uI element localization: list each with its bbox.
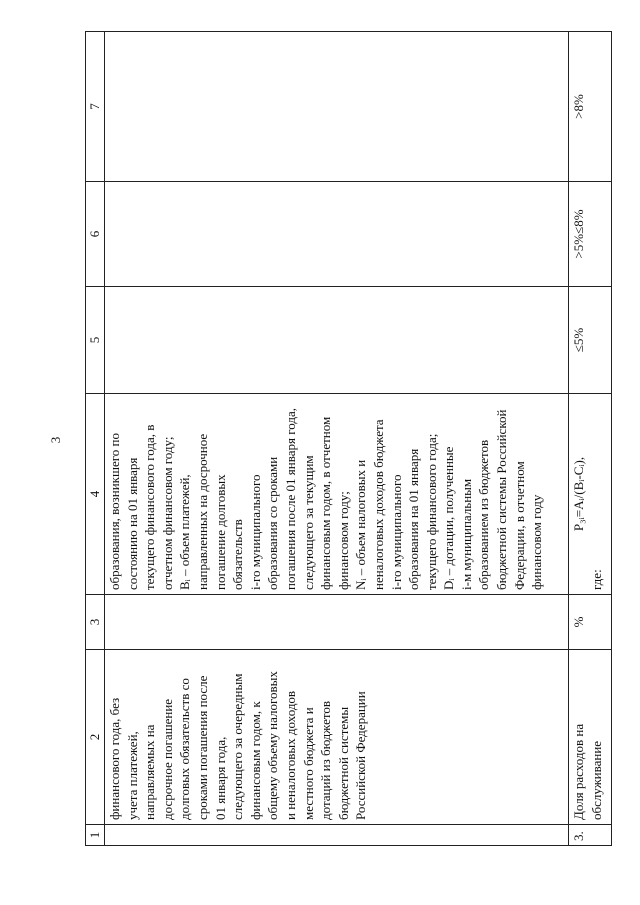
text-line: финансовом году: [529, 494, 545, 590]
text-line: i-м муниципальным: [458, 478, 474, 590]
text-line: Nᵢ – объем налоговых и: [353, 459, 369, 590]
text-line: учета платежей,: [124, 731, 140, 820]
threshold-cell: [105, 287, 569, 394]
header-cell: 2: [86, 650, 105, 825]
continued-row: [105, 32, 569, 846]
formula-cell: [569, 394, 612, 595]
text-line: образованием из бюджетов: [476, 439, 492, 590]
rotated-table-wrapper: [85, 32, 612, 846]
text-line: i-го муниципального: [247, 474, 263, 590]
threshold-mid-cell: >5%≤8%: [569, 182, 612, 287]
text-line: направленных на досрочное: [194, 433, 210, 590]
text-line: следующего за текущим: [300, 455, 316, 590]
text-line: образования со сроками: [265, 456, 281, 590]
text-line: текущего финансового года, в: [142, 424, 158, 590]
text-line: финансовым годом, к: [247, 701, 263, 820]
text-line: Российской Федерации: [353, 691, 369, 820]
text-line: направляемых на: [142, 724, 158, 820]
page-number: 3: [48, 436, 63, 444]
text-line: финансовым годом, в отчетном: [318, 416, 334, 590]
indicator-name-line: Доля расходов на: [571, 723, 586, 820]
text-line: Dᵢ – дотации, полученные: [441, 446, 457, 590]
header-cell: 1: [86, 825, 105, 846]
text-line: неналоговых доходов бюджета: [370, 419, 386, 590]
unit-cell: %: [569, 595, 612, 650]
text-line: погашение долговых: [212, 474, 228, 590]
text-line: дотаций из бюджетов: [318, 700, 334, 820]
criteria-table: [85, 31, 612, 846]
text-line: финансовом году;: [335, 491, 351, 590]
text-line: образования, возникшего по: [107, 433, 122, 590]
formula-description-cell: [105, 394, 569, 595]
header-row: [86, 32, 105, 846]
text-line: отчетном финансовом году;: [159, 436, 175, 590]
text-line: досрочное погашение: [159, 698, 175, 820]
text-line: долговых обязательств со: [177, 678, 193, 820]
text-line: следующего за очередным: [230, 673, 246, 820]
where-label: где:: [588, 569, 604, 590]
threshold-cell: [105, 182, 569, 287]
row-number-cell: [105, 825, 569, 846]
text-line: 01 января года,: [212, 736, 228, 820]
indicator-name-cell: [105, 650, 569, 825]
threshold-cell: [105, 32, 569, 182]
text-line: и неналоговых доходов: [282, 690, 298, 820]
unit-cell: [105, 595, 569, 650]
header-cell: 4: [86, 394, 105, 595]
text-line: бюджетной системы: [335, 706, 351, 820]
text-line: погашения после 01 января года,: [282, 408, 298, 590]
text-line: бюджетной системы Российской: [494, 409, 510, 590]
indicator-name-line: обслуживание: [588, 740, 604, 820]
formula-text: P₃ᵢ=Aᵢ/(Bᵢ-Cᵢ),: [571, 456, 586, 532]
header-cell: 6: [86, 182, 105, 287]
text-line: i-го муниципального: [388, 474, 404, 590]
text-line: состоянию на 01 января: [124, 457, 140, 590]
threshold-low-cell: ≤5%: [569, 287, 612, 394]
rotated-table-area: [85, 32, 612, 846]
header-cell: 7: [86, 32, 105, 182]
text-line: местного бюджета и: [300, 707, 316, 820]
header-cell: 5: [86, 287, 105, 394]
text-line: сроками погашения после: [194, 675, 210, 820]
text-line: обязательств: [230, 519, 246, 590]
text-line: текущего финансового года;: [423, 433, 439, 590]
row-number-cell: 3.: [569, 825, 612, 846]
text-line: финансового года, без: [107, 697, 122, 820]
text-line: общему объему налоговых: [265, 671, 281, 820]
row-3: [569, 32, 612, 846]
text-line: Bᵢ – объем платежей,: [177, 474, 193, 590]
text-line: Федерации, в отчетном: [511, 461, 527, 590]
text-line: образования на 01 января: [406, 448, 422, 590]
indicator-name-cell: [569, 650, 612, 825]
threshold-high-cell: >8%: [569, 32, 612, 182]
header-cell: 3: [86, 595, 105, 650]
